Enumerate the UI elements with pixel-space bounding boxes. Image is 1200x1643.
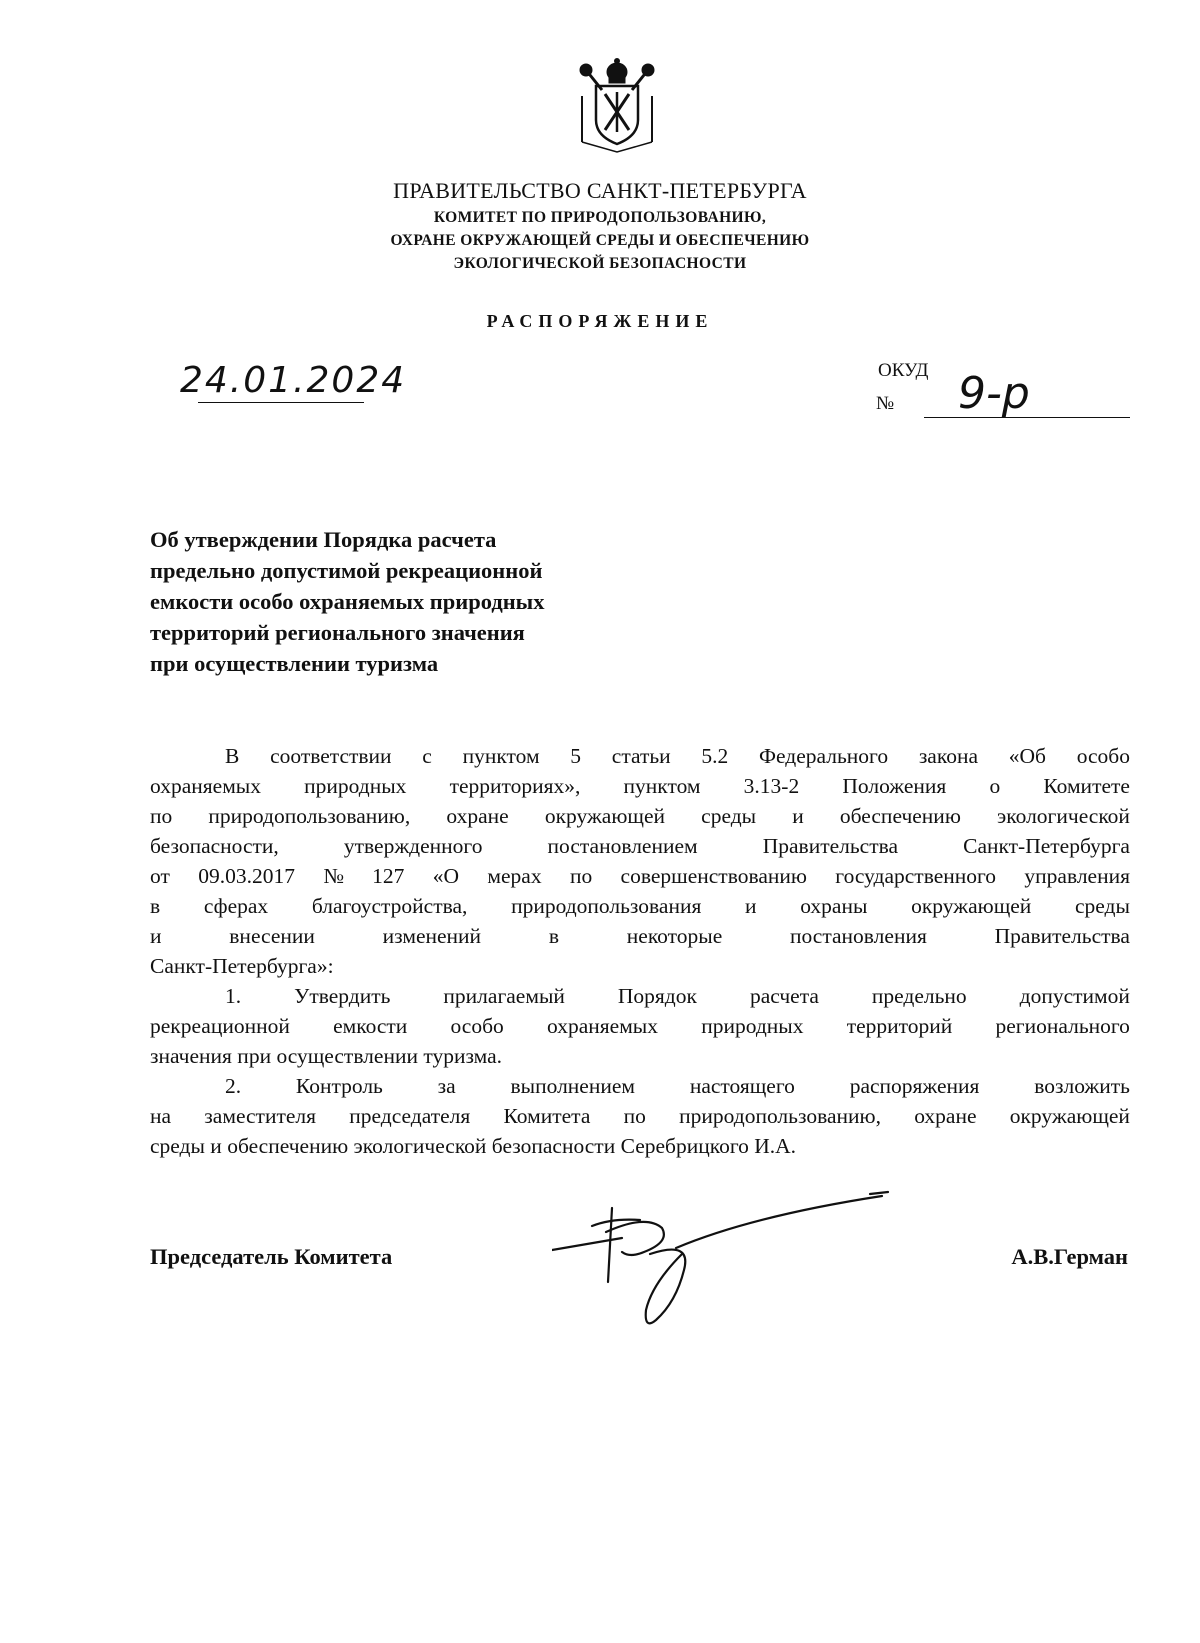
body-line [150,831,1130,861]
government-title: ПРАВИТЕЛЬСТВО САНКТ-ПЕТЕРБУРГА [393,178,807,203]
committee-line-1: КОМИТЕТ ПО ПРИРОДОПОЛЬЗОВАНИЮ, [433,209,767,226]
body-word: «Об [1008,744,1046,768]
body-word: 09.03.2017 [198,864,295,888]
body-word: по [569,864,593,888]
body-word: допустимой [1019,984,1130,1008]
body-line [150,741,1130,771]
body-word: благоустройства, [311,894,468,918]
body-word: среды [1074,894,1130,918]
body-word: 3.13-2 [743,774,800,798]
body-word: 1. [225,984,242,1008]
body-word: окружающей [911,894,1032,918]
body-word: выполнением [510,1074,636,1098]
body-word: в [150,894,161,918]
body-word: на [150,1104,172,1128]
body-word: Федерального [759,744,889,768]
body-line: среды и обеспечению экологической безопасности Серебрицкого И.А. [150,1134,797,1158]
body-word: сферах [203,894,269,918]
body-word: постановлением [547,834,698,858]
body-word: распоряжения [849,1074,980,1098]
body-word: природных [304,774,407,798]
body-word: природопользования [511,894,702,918]
body-word: обеспечению [839,804,961,828]
body-word: за [437,1074,456,1098]
body-word: экологической [997,804,1130,828]
committee-line-3: ЭКОЛОГИЧЕСКОЙ БЕЗОПАСНОСТИ [453,255,747,272]
body-line [150,1011,1130,1041]
body-line: Санкт-Петербурга»: [150,954,334,978]
body-word: природных [701,1014,804,1038]
body-word: особо [450,1014,504,1038]
body-word: охраны [800,894,868,918]
body-word: управления [1024,864,1130,888]
body-word: охране [914,1104,977,1128]
body-word: Санкт-Петербурга [963,834,1130,858]
body-word: Утвердить [294,984,391,1008]
body-word: Контроль [295,1074,383,1098]
body-word: среды [701,804,757,828]
body-word: 127 [372,864,405,888]
body-word: утвержденного [343,834,483,858]
body-word: природопользованию, [208,804,411,828]
body-word: Комитета [503,1104,591,1128]
body-word: постановления [790,924,927,948]
body-word: внесении [229,924,315,948]
body-word: охране [446,804,509,828]
body-word: территориях», [449,774,581,798]
body-word: возложить [1034,1074,1130,1098]
body-word: Положения [842,774,947,798]
number-label: № [876,393,895,414]
body-word: окружающей [544,804,666,828]
body-word: расчета [749,984,819,1008]
body-word: статьи [611,744,671,768]
body-word: 5 [570,744,582,768]
body-line [150,771,1130,801]
body-word: окружающей [1009,1104,1130,1128]
body-word: пунктом [623,774,701,798]
body-word: по [150,804,173,828]
body-word: и [150,924,162,948]
document-date: 24.01.2024 [180,360,407,401]
body-word: особо [1076,744,1130,768]
body-word: и [792,804,804,828]
body-word: некоторые [626,924,723,948]
body-word: Правительства [762,834,899,858]
body-word: мерах [487,864,542,888]
body-word: прилагаемый [443,984,565,1008]
subject-line: предельно допустимой рекреационной [150,558,543,583]
body-word: заместителя [204,1104,317,1128]
body-line [150,801,1130,831]
coat-of-arms-icon [572,56,662,154]
body-line [150,1101,1130,1131]
body-word: рекреационной [150,1014,290,1038]
signatory-name: А.В.Герман [1011,1244,1128,1269]
document-type: РАСПОРЯЖЕНИЕ [486,311,714,331]
body-word: безопасности, [150,834,279,858]
body-word: совершенствованию [620,864,807,888]
body-word: изменений [382,924,482,948]
body-word: соответствии [270,744,392,768]
body-word: предельно [871,984,967,1008]
body-word: «О [432,864,460,888]
body-line [150,921,1130,951]
body-word: председателя [349,1104,471,1128]
document-subject [150,524,710,679]
body-word: 2. [225,1074,242,1098]
committee-line-2: ОХРАНЕ ОКРУЖАЮЩЕЙ СРЕДЫ И ОБЕСПЕЧЕНИЮ [390,232,810,249]
body-word: по [623,1104,646,1128]
date-underline [198,402,364,403]
body-word: пунктом [462,744,540,768]
body-word: государственного [835,864,997,888]
body-word: о [989,774,1001,798]
body-line: значения при осуществлении туризма. [150,1044,503,1068]
signatory-title: Председатель Комитета [150,1244,393,1269]
document-body [150,741,1130,1161]
body-word: охраняемых [547,1014,658,1038]
subject-line: Об утверждении Порядка расчета [150,527,497,552]
document-number: 9-р [958,368,1030,419]
body-line [150,1071,1130,1101]
body-word: природопользованию, [679,1104,881,1128]
body-word: Комитете [1043,774,1130,798]
okud-label: ОКУД [878,360,929,381]
body-line [150,981,1130,1011]
subject-line: территорий регионального значения [150,620,525,645]
body-word: территорий [846,1014,953,1038]
body-word: от [150,864,170,888]
body-word: 5.2 [701,744,729,768]
body-word: и [745,894,757,918]
body-line [150,891,1130,921]
subject-line: при осуществлении туризма [150,651,439,676]
body-word: с [422,744,432,768]
subject-line: емкости особо охраняемых природных [150,589,545,614]
body-line [150,861,1130,891]
body-word: В [225,744,240,768]
body-word: в [548,924,559,948]
body-word: настоящего [689,1074,795,1098]
handwritten-signature [552,1188,892,1328]
body-word: охраняемых [150,774,261,798]
body-word: Правительства [994,924,1130,948]
body-word: № [323,864,344,888]
body-word: Порядок [617,984,697,1008]
body-word: регионального [995,1014,1130,1038]
body-word: закона [918,744,979,768]
body-word: емкости [333,1014,408,1038]
